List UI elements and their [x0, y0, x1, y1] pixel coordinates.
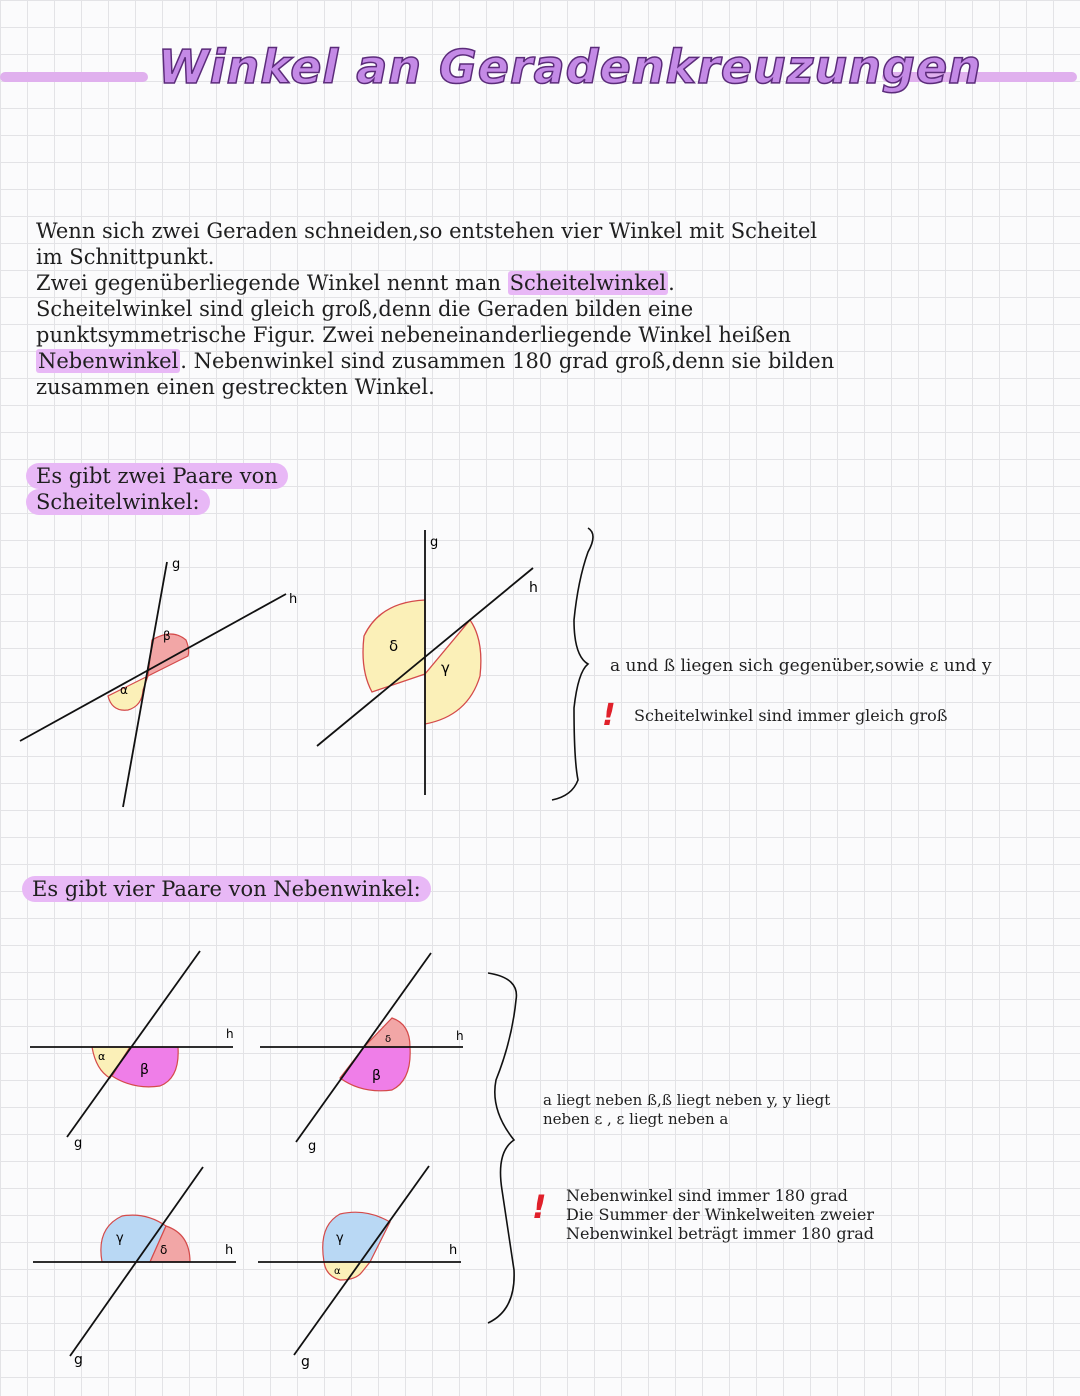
label-delta: δ — [385, 1034, 392, 1045]
label-g: g — [301, 1354, 310, 1370]
neben-diagram-4 — [258, 1166, 461, 1370]
line-g — [294, 1166, 429, 1355]
brace-scheitel — [552, 528, 593, 800]
line-g — [123, 562, 167, 807]
term-scheitelwinkel: Scheitelwinkel — [509, 271, 667, 295]
neben-diagram-1 — [30, 951, 234, 1151]
scheitel-heading-line2: Scheitelwinkel: — [26, 489, 210, 515]
label-beta: β — [372, 1068, 381, 1084]
warning-icon: ! — [532, 1188, 547, 1226]
line-h — [20, 594, 286, 741]
neben-note-l2c: liegt neben a — [629, 1110, 729, 1128]
label-h: h — [226, 1027, 234, 1041]
label-g: g — [74, 1352, 83, 1368]
label-h: h — [225, 1243, 234, 1258]
label-delta: δ — [160, 1243, 168, 1257]
label-h: h — [456, 1029, 464, 1043]
neben-note-line1: a liegt neben ß,ß liegt neben y, y liegt — [543, 1091, 831, 1109]
label-h: h — [529, 580, 538, 596]
label-gamma: γ — [336, 1231, 344, 1246]
scheitel-note-text: a und ß liegen sich gegenüber,sowie — [610, 656, 925, 676]
label-gamma: γ — [441, 659, 450, 677]
neben-diagram-3 — [33, 1167, 236, 1368]
label-h: h — [449, 1243, 458, 1258]
gamma-angle — [425, 620, 481, 724]
label-alpha: α — [120, 683, 128, 697]
intro-text-1: Wenn sich zwei Geraden schneiden,so entstehen vier Winkel mit Scheitel im Schnittpunkt. — [36, 219, 818, 269]
gamma-angle — [323, 1212, 390, 1262]
label-g: g — [74, 1136, 83, 1151]
label-beta: β — [163, 629, 171, 643]
intro-text-4: . Nebenwinkel sind zusammen 180 grad groß,denn sie bilden zusammen einen gestreckten Winkel. — [36, 349, 835, 399]
scheitel-diagram-gamma-delta — [317, 530, 538, 795]
label-g: g — [308, 1139, 317, 1154]
label-beta: β — [140, 1062, 149, 1078]
neben-diagram-2 — [260, 953, 464, 1154]
neben-note-l2a: neben — [543, 1110, 590, 1128]
brace-neben — [488, 973, 516, 1323]
label-g: g — [172, 557, 181, 572]
scheitel-warning: Scheitelwinkel sind immer gleich groß — [634, 706, 948, 725]
neben-warning-line2: Die Summer der Winkelweiten zweier — [566, 1205, 875, 1224]
scheitel-heading-line1: Es gibt zwei Paare von — [26, 463, 288, 489]
label-gamma: γ — [116, 1231, 124, 1246]
warning-icon: ! — [602, 698, 616, 733]
neben-warning-line1: Nebenwinkel sind immer 180 grad — [566, 1186, 848, 1205]
neben-note-l2b: ε , ε — [594, 1110, 625, 1128]
alpha-angle — [324, 1262, 370, 1280]
intro-text-3: . Scheitelwinkel sind gleich groß,denn die Geraden bilden eine punktsymmetrische Figur. Zwei nebeneinanderliegende Winkel heißen — [36, 271, 792, 347]
scheitel-diagram-alpha-beta — [20, 557, 297, 807]
scheitel-note-end: und y — [943, 656, 992, 676]
label-alpha: α — [98, 1050, 106, 1063]
page-title: Winkel an Geradenkreuzungen — [158, 40, 982, 94]
scheitel-note-delta: ε — [929, 656, 939, 676]
neben-warning-line3: Nebenwinkel beträgt immer 180 grad — [566, 1224, 875, 1243]
label-alpha: α — [334, 1266, 341, 1277]
term-nebenwinkel: Nebenwinkel — [38, 349, 179, 373]
intro-text-2: Zwei gegenüberliegende Winkel nennt man — [36, 271, 508, 295]
label-h: h — [289, 592, 298, 607]
line-g — [67, 951, 200, 1137]
label-delta: δ — [389, 637, 399, 655]
neben-heading: Es gibt vier Paare von Nebenwinkel: — [22, 876, 431, 902]
label-g: g — [430, 535, 439, 550]
